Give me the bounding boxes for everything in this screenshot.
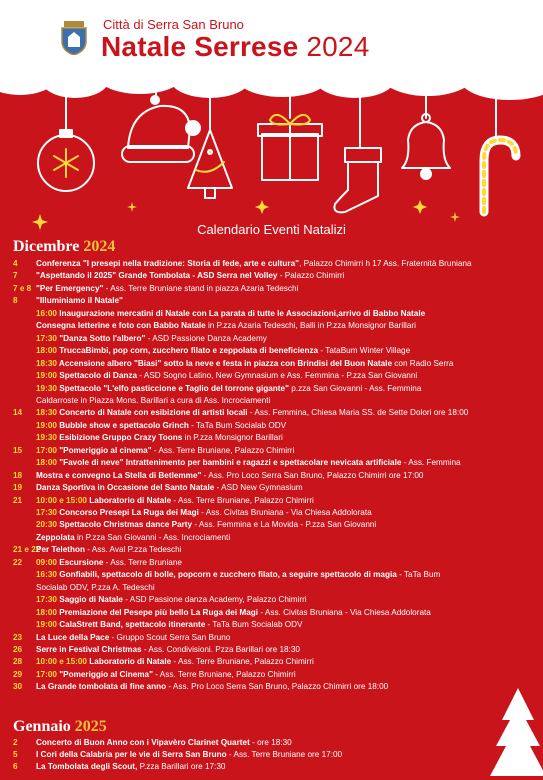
event-text	[36, 557, 182, 569]
event-title: Laboratorio di Natale	[86, 657, 172, 667]
event-time: 17:00	[36, 669, 57, 679]
event-row	[0, 582, 543, 594]
month-name: Dicembre	[13, 238, 80, 255]
event-text	[36, 270, 344, 282]
event-row	[0, 557, 543, 569]
event-date: 6	[13, 762, 18, 771]
event-detail: - Ass. Terre Bruniane ore 17:00	[226, 750, 343, 759]
event-time: 18:00	[36, 458, 57, 468]
event-text	[36, 632, 230, 644]
event-row	[0, 495, 543, 507]
event-date: 28	[13, 657, 23, 667]
event-date: 30	[13, 682, 23, 692]
event-date: 14	[13, 408, 23, 418]
santa-hat-icon	[122, 80, 200, 162]
event-time: 17:30	[36, 508, 57, 517]
event-row	[0, 333, 543, 345]
event-title: Conferenza "I presepi nella tradizione: Storia di fede, arte e cultura"	[36, 259, 300, 268]
event-title: Concerto di Natale con esibizione di artisti locali	[56, 408, 248, 418]
month-name: Gennaio	[13, 718, 71, 735]
event-detail: - Ass. Femmina, Chiesa Maria SS. de Sette Dolori ore 18:00	[247, 408, 469, 418]
event-row	[0, 258, 543, 270]
event-detail: - Ass. Terre Bruniane stand in piazza Azaria Tedeschi	[103, 283, 299, 293]
event-row	[0, 358, 543, 370]
event-text	[36, 761, 225, 773]
event-title: Serre in Festival Christmas	[36, 644, 142, 654]
event-text	[36, 532, 230, 544]
event-text	[36, 569, 440, 581]
event-time: 19:30	[36, 433, 57, 443]
event-date: 4	[13, 259, 18, 268]
event-time: 20:30	[36, 520, 57, 530]
event-text	[36, 507, 372, 519]
event-detail: - ASD Passione Danza Academy	[145, 333, 267, 343]
event-text	[36, 370, 417, 382]
event-date: 15	[13, 445, 23, 455]
event-detail: - Ass. Femmina	[401, 458, 461, 468]
month-heading-gennaio	[13, 718, 107, 736]
event-detail: - Ass. Femmina e La Movida - P.zza San Giovanni	[192, 520, 377, 530]
event-text	[36, 544, 181, 556]
event-title: "Favole di neve" Intrattenimento per bambini e ragazzi e spettacolare nevicata artificiale	[56, 458, 402, 468]
event-title: Spettacolo Christmas dance Party	[56, 520, 193, 530]
event-title: TruccaBimbi, pop corn, zucchero filato e zeppolata di beneficienza	[56, 346, 319, 356]
event-detail: in P.zza Monsignor Barillari	[182, 433, 283, 443]
event-time: 19:00	[36, 420, 57, 430]
event-text	[36, 407, 468, 419]
tree-icon	[488, 680, 543, 780]
event-row	[0, 607, 543, 619]
event-row	[0, 737, 543, 749]
event-time: 19:30	[36, 383, 57, 393]
event-title: Premiazione del Pesepe più bello La Ruga dei Magi	[56, 607, 259, 617]
event-text	[36, 420, 286, 432]
event-time: 17:30	[36, 595, 57, 605]
event-text	[36, 669, 296, 681]
event-row	[0, 519, 543, 531]
event-title: Consegna letterine e foto con Babbo Natale	[36, 321, 206, 331]
event-text	[36, 749, 342, 761]
event-row	[0, 270, 543, 282]
bell-ornament-icon	[402, 80, 450, 179]
event-text	[36, 644, 300, 656]
event-date: 19	[13, 483, 23, 493]
snowflake-ornament-icon	[38, 80, 94, 191]
event-date: 7	[13, 271, 18, 281]
event-row	[0, 445, 543, 457]
event-text	[36, 320, 416, 332]
event-text	[36, 607, 431, 619]
event-text	[36, 482, 303, 494]
event-detail: - Ass. Civitas Bruniana - Via Chiesa Addolorata	[258, 607, 431, 617]
event-title: Esibizione Gruppo Crazy Toons	[56, 433, 183, 443]
event-detail: - Ass. Civitas Bruniana - Via Chiesa Addolorata	[198, 508, 372, 517]
event-time: 17:00	[36, 445, 57, 455]
event-title: "Pomeriggio al Cinema"	[56, 669, 153, 679]
event-row	[0, 407, 543, 419]
event-row	[0, 681, 543, 693]
event-title: Escursione	[56, 557, 104, 567]
title-year: 2024	[306, 31, 370, 62]
event-time: 18:30	[36, 358, 57, 368]
event-time: 19:00	[36, 620, 57, 630]
event-title: Concorso Presepi La Ruga dei Magi	[56, 508, 199, 517]
event-row	[0, 532, 543, 544]
event-title: Laboratorio di Natale	[86, 495, 172, 505]
event-text	[36, 308, 425, 320]
event-text	[36, 656, 314, 668]
event-row	[0, 420, 543, 432]
event-text	[36, 295, 123, 307]
event-time: 19:00	[36, 371, 57, 381]
event-date: 21	[13, 495, 23, 505]
event-title: Gonfiabili, spettacolo di bolle, popcorn e zucchero filato, a seguire spettacolo di magia	[56, 570, 397, 580]
event-row	[0, 656, 543, 668]
event-date: 2	[13, 738, 18, 747]
event-detail: p.zza San Giovanni - Ass. Femmina	[288, 383, 422, 393]
ornaments-decoration	[0, 0, 543, 240]
event-time: 10:00 e 15:00	[36, 495, 87, 505]
event-detail: - Ass. Terre Bruniane, Palazzo Chimirri	[152, 669, 296, 679]
event-detail: - Ass. Pro Loco Serra San Bruno, Palazzo Chimirri ore 18:00	[166, 682, 389, 692]
event-title: Danza Sportiva in Occasione del Santo Natale	[36, 483, 215, 493]
event-row	[0, 619, 543, 631]
event-text	[36, 432, 283, 444]
candy-cane-icon	[484, 80, 516, 212]
event-date: 29	[13, 669, 23, 679]
event-row	[0, 395, 543, 407]
event-date: 18	[13, 470, 23, 480]
event-time: 18:00	[36, 607, 57, 617]
event-date: 21 e 22	[13, 545, 41, 555]
event-detail: - Ass. Pro Loco Serra San Bruno, Palazzo Chimirri ore 17:00	[201, 470, 424, 480]
event-detail: - Ass. Aval P.zza Tedeschi	[84, 545, 182, 555]
event-title: La Luce della Pace	[36, 632, 110, 642]
event-detail: - Ass. Terre Bruniane, Palazzo Chimirri	[151, 445, 295, 455]
event-row	[0, 432, 543, 444]
month-year: 2024	[83, 238, 116, 255]
event-text	[36, 283, 298, 295]
event-detail: - TaTa Bum Socialab ODV	[188, 420, 287, 430]
event-title: Concerto di Buon Anno con i Vipavèro Clarinet Quartet	[36, 738, 250, 747]
event-detail: con Radio Serra	[392, 358, 454, 368]
event-detail: P.zza Barillari ore 17:30	[137, 762, 226, 771]
event-time: 09:00	[36, 557, 57, 567]
event-row	[0, 544, 543, 556]
event-detail: - Gruppo Scout Serra San Bruno	[109, 632, 231, 642]
event-row	[0, 470, 543, 482]
event-title: La Tombolata degli Scout,	[36, 762, 138, 771]
event-text	[36, 258, 471, 270]
month-year: 2025	[74, 718, 107, 735]
event-time: 17:30	[36, 333, 57, 343]
event-title: "Pomeriggio al cinema"	[56, 445, 152, 455]
event-date: 23	[13, 632, 23, 642]
event-row	[0, 283, 543, 295]
event-title: La Grande tombolata di fine anno	[36, 682, 167, 692]
event-text	[36, 395, 270, 407]
subtitle: Calendario Eventi Natalizi	[197, 222, 346, 237]
stocking-ornament-icon	[334, 80, 381, 212]
event-row	[0, 644, 543, 656]
event-detail: - Ass. Terre Bruniane, Palazzo Chimirri	[171, 657, 314, 667]
event-text	[36, 619, 303, 631]
event-text	[36, 457, 461, 469]
event-detail: - ASD Passione danza Academy, Palazzo Chimirri	[122, 595, 307, 605]
event-detail: - ASD Sogno Latino, New Gymnasium e Ass. Femmina - P.zza San Giovanni	[137, 371, 418, 381]
event-text	[36, 582, 155, 594]
event-row	[0, 569, 543, 581]
event-title: CalaStrett Band, spettacolo itinerante	[56, 620, 206, 630]
event-detail: - Ass. Condivisioni. Pzza Barillari ore 18:30	[141, 644, 300, 654]
event-row	[0, 345, 543, 357]
event-text	[36, 737, 292, 749]
tree-ornament-icon	[188, 80, 232, 198]
event-title: Spettacolo "L'elfo pasticcione e Taglio del torrone gigante"	[56, 383, 289, 393]
event-row	[0, 507, 543, 519]
event-detail: - TaTa Bum Socialab ODV	[205, 620, 303, 630]
event-title: Mostra e convegno La Stella di Betlemme"	[36, 470, 202, 480]
city-name: Città di Serra San Bruno	[103, 17, 244, 32]
event-text	[36, 681, 388, 693]
event-detail: - ore 18:30	[249, 738, 292, 747]
event-title: Zeppolata	[36, 532, 75, 542]
event-time: 10:00 e 15:00	[36, 657, 87, 667]
event-row	[0, 632, 543, 644]
event-detail: , Palazzo Chimirri h 17 Ass. Fraternità Bruniana	[299, 259, 472, 268]
event-row	[0, 370, 543, 382]
event-text	[36, 345, 410, 357]
event-detail: - Palazzo Chimirri	[277, 271, 345, 281]
event-title: "Aspettando il 2025" Grande Tombolata - ASD Serra nel Volley	[36, 271, 278, 281]
event-detail: - ASD New Gymnasium	[214, 483, 303, 493]
event-row	[0, 761, 543, 773]
event-detail: in P.zza San Giovanni - Ass. Incrociamenti	[74, 532, 231, 542]
event-time: 16:00	[36, 308, 57, 318]
event-title: Bubble show e spettacolo Grinch	[56, 420, 189, 430]
event-row	[0, 295, 543, 307]
event-row	[0, 457, 543, 469]
event-row	[0, 383, 543, 395]
event-detail: in P.zza Azaria Tedeschi, Balli in P.zza Monsignor Barillari	[205, 321, 416, 331]
event-text	[36, 470, 423, 482]
event-row	[0, 594, 543, 606]
event-title: "Danza Sotto l'albero"	[56, 333, 146, 343]
event-row	[0, 308, 543, 320]
event-row	[0, 749, 543, 761]
event-text	[36, 383, 421, 395]
event-date: 7 e 8	[13, 283, 32, 293]
event-time: 18:30	[36, 408, 57, 418]
event-detail: - TataBum Winter Village	[318, 346, 411, 356]
event-detail: - Ass. Terre Bruniane, Palazzo Chimirri	[171, 495, 314, 505]
month-heading-dicembre	[13, 238, 115, 256]
event-detail: Socialab ODV, P.zza A. Tedeschi	[36, 582, 155, 592]
event-text	[36, 495, 314, 507]
event-title: Spettacolo di Danza	[56, 371, 138, 381]
event-title: I Cori della Calabria per le vie di Serra San Bruno	[36, 750, 227, 759]
title-text: Natale Serrese	[101, 31, 299, 62]
event-row	[0, 320, 543, 332]
event-date: 5	[13, 750, 18, 759]
gift-ornament-icon	[258, 80, 322, 180]
event-detail: Caldarroste in Piazza Mons. Barillari a cura di Ass. Incrociamenti	[36, 395, 271, 405]
event-title: Accensione albero "Biasi" sotto la neve e festa in piazza con Brindisi del Buon Natale	[56, 358, 393, 368]
event-date: 26	[13, 644, 23, 654]
event-date: 8	[13, 296, 18, 306]
event-title: Per Telethon	[36, 545, 85, 555]
event-text	[36, 445, 294, 457]
event-row	[0, 669, 543, 681]
event-text	[36, 594, 307, 606]
event-text	[36, 333, 267, 345]
event-row	[0, 482, 543, 494]
event-text	[36, 519, 376, 531]
event-detail: - TaTa Bum	[396, 570, 441, 580]
event-title: Inaugurazione mercatini di Natale con La parata di tutte le Associazioni,arrivo di Babbo Natale	[56, 308, 426, 318]
event-time: 18:00	[36, 346, 57, 356]
event-detail: - Ass. Terre Bruniane	[103, 557, 182, 567]
event-text	[36, 358, 453, 370]
event-date: 22	[13, 557, 23, 567]
event-title: "Per Emergency"	[36, 283, 104, 293]
event-title: "Illuminiamo il Natale"	[36, 296, 123, 306]
event-time: 16:30	[36, 570, 57, 580]
event-title: Saggio di Natale	[56, 595, 123, 605]
